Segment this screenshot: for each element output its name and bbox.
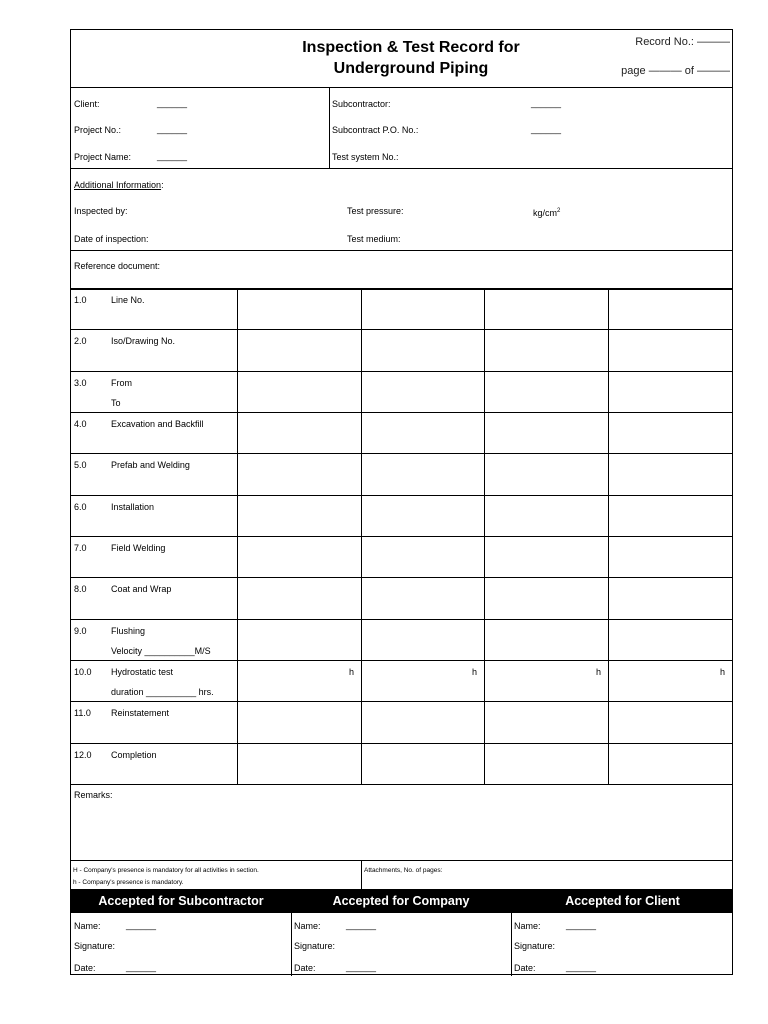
row-divider bbox=[71, 660, 732, 661]
test-pressure-label: Test pressure: bbox=[347, 206, 404, 216]
item-number: 1.0 bbox=[74, 295, 87, 305]
item-number: 5.0 bbox=[74, 460, 87, 471]
hours-unit: h bbox=[349, 666, 355, 677]
project-no-blank: ______ bbox=[157, 124, 188, 134]
project-name-label: Project Name: bbox=[74, 152, 132, 162]
acceptance-date-label: Date: bbox=[514, 963, 536, 973]
row-divider bbox=[71, 412, 732, 413]
column-divider bbox=[484, 288, 485, 784]
divider bbox=[291, 913, 292, 976]
acceptance-name-blank: ______ bbox=[566, 920, 597, 930]
acceptance-date-label: Date: bbox=[74, 963, 96, 973]
row-divider bbox=[71, 577, 732, 578]
form-title bbox=[261, 37, 561, 79]
item-label: Reinstatement bbox=[111, 708, 170, 719]
acceptance-signature-label: Signature: bbox=[294, 941, 336, 951]
client-blank: ______ bbox=[157, 98, 188, 108]
item-number: 7.0 bbox=[74, 542, 87, 553]
item-number: 3.0 bbox=[74, 377, 87, 388]
additional-info-heading bbox=[74, 180, 164, 191]
additional-info-heading-text: Additional Information bbox=[74, 180, 162, 190]
item-label: Field Welding bbox=[111, 542, 166, 553]
accepted-subcontractor-title: Accepted for Subcontractor bbox=[98, 894, 264, 908]
acceptance-signature-label: Signature: bbox=[514, 941, 556, 951]
acceptance-date-blank: ______ bbox=[346, 962, 377, 972]
divider bbox=[361, 860, 362, 889]
row-divider bbox=[71, 329, 732, 330]
hours-unit: h bbox=[596, 666, 602, 677]
divider bbox=[71, 784, 732, 785]
acceptance-date-blank: ______ bbox=[566, 962, 597, 972]
accepted-client-title: Accepted for Client bbox=[565, 894, 680, 908]
item-label: Completion bbox=[111, 749, 157, 760]
divider bbox=[329, 87, 330, 168]
divider bbox=[71, 860, 732, 861]
subcontractor-blank: ______ bbox=[531, 98, 562, 108]
divider bbox=[71, 87, 732, 88]
row-divider bbox=[71, 743, 732, 744]
title-line-2: Underground Piping bbox=[333, 60, 489, 77]
client-label: Client: bbox=[74, 99, 100, 109]
acceptance-date-label: Date: bbox=[294, 963, 316, 973]
row-divider bbox=[71, 371, 732, 372]
attachments-label: Attachments, No. of pages: bbox=[364, 867, 443, 874]
item-label: Line No. bbox=[111, 295, 145, 305]
page-of: page ——— of ——— bbox=[621, 65, 730, 77]
divider bbox=[71, 168, 732, 169]
note-h-upper: H - Company's presence is mandatory for all activities in section. bbox=[73, 867, 259, 874]
test-medium-label: Test medium: bbox=[347, 234, 401, 244]
column-divider bbox=[361, 288, 362, 784]
note-h-lower: h - Company's presence is mandatory. bbox=[73, 879, 184, 886]
row-divider bbox=[71, 453, 732, 454]
item-number: 8.0 bbox=[74, 584, 87, 595]
project-no-label: Project No.: bbox=[74, 125, 122, 135]
item-number: 11.0 bbox=[74, 708, 91, 719]
acceptance-name-blank: ______ bbox=[346, 920, 377, 930]
acceptance-name-blank: ______ bbox=[126, 920, 157, 930]
item-label: Hydrostatic test bbox=[111, 666, 174, 677]
item-label: Excavation and Backfill bbox=[111, 418, 204, 429]
test-system-label: Test system No.: bbox=[332, 152, 399, 162]
item-number: 9.0 bbox=[74, 625, 87, 636]
item-number: 4.0 bbox=[74, 418, 87, 429]
additional-info-colon: : bbox=[161, 180, 164, 190]
record-number: Record No.: ——— bbox=[635, 36, 730, 48]
item-sublabel: To bbox=[111, 397, 121, 408]
item-sublabel: duration __________ hrs. bbox=[111, 686, 214, 697]
item-label: Installation bbox=[111, 501, 155, 512]
pressure-unit-exponent: 2 bbox=[557, 208, 561, 214]
item-number: 12.0 bbox=[74, 749, 92, 760]
item-number: 10.0 bbox=[74, 666, 92, 677]
row-divider bbox=[71, 495, 732, 496]
divider bbox=[71, 288, 732, 290]
item-number: 2.0 bbox=[74, 336, 87, 347]
acceptance-header-band bbox=[71, 889, 732, 913]
item-label: Iso/Drawing No. bbox=[111, 336, 176, 347]
reference-document-label: Reference document: bbox=[74, 261, 161, 271]
hours-unit: h bbox=[720, 666, 726, 677]
title-line-1: Inspection & Test Record for bbox=[302, 39, 520, 56]
item-number: 6.0 bbox=[74, 501, 87, 512]
acceptance-signature-label: Signature: bbox=[74, 941, 116, 951]
remarks-label: Remarks: bbox=[74, 790, 113, 800]
po-no-blank: ______ bbox=[531, 124, 562, 134]
acceptance-name-label: Name: bbox=[294, 921, 321, 931]
row-divider bbox=[71, 536, 732, 537]
subcontractor-label: Subcontractor: bbox=[332, 99, 391, 109]
acceptance-name-label: Name: bbox=[514, 921, 541, 931]
inspection-form bbox=[70, 29, 733, 975]
pressure-unit bbox=[533, 206, 560, 219]
accepted-company-title: Accepted for Company bbox=[332, 894, 470, 908]
column-divider bbox=[237, 288, 238, 784]
date-of-inspection-label: Date of inspection: bbox=[74, 234, 149, 244]
acceptance-name-label: Name: bbox=[74, 921, 101, 931]
inspected-by-label: Inspected by: bbox=[74, 206, 128, 216]
divider bbox=[71, 250, 732, 251]
acceptance-date-blank: ______ bbox=[126, 962, 157, 972]
column-divider bbox=[608, 288, 609, 784]
row-divider bbox=[71, 619, 732, 620]
item-label: Coat and Wrap bbox=[111, 584, 172, 595]
divider bbox=[511, 913, 512, 976]
item-label: Flushing bbox=[111, 625, 146, 636]
row-divider bbox=[71, 701, 732, 702]
project-name-blank: ______ bbox=[157, 151, 188, 161]
item-sublabel: Velocity __________M/S bbox=[111, 645, 211, 656]
po-no-label: Subcontract P.O. No.: bbox=[332, 125, 419, 135]
item-label: Prefab and Welding bbox=[111, 460, 190, 471]
pressure-unit-text: kg/cm bbox=[533, 208, 558, 218]
item-label: From bbox=[111, 377, 132, 388]
hours-unit: h bbox=[472, 666, 478, 677]
